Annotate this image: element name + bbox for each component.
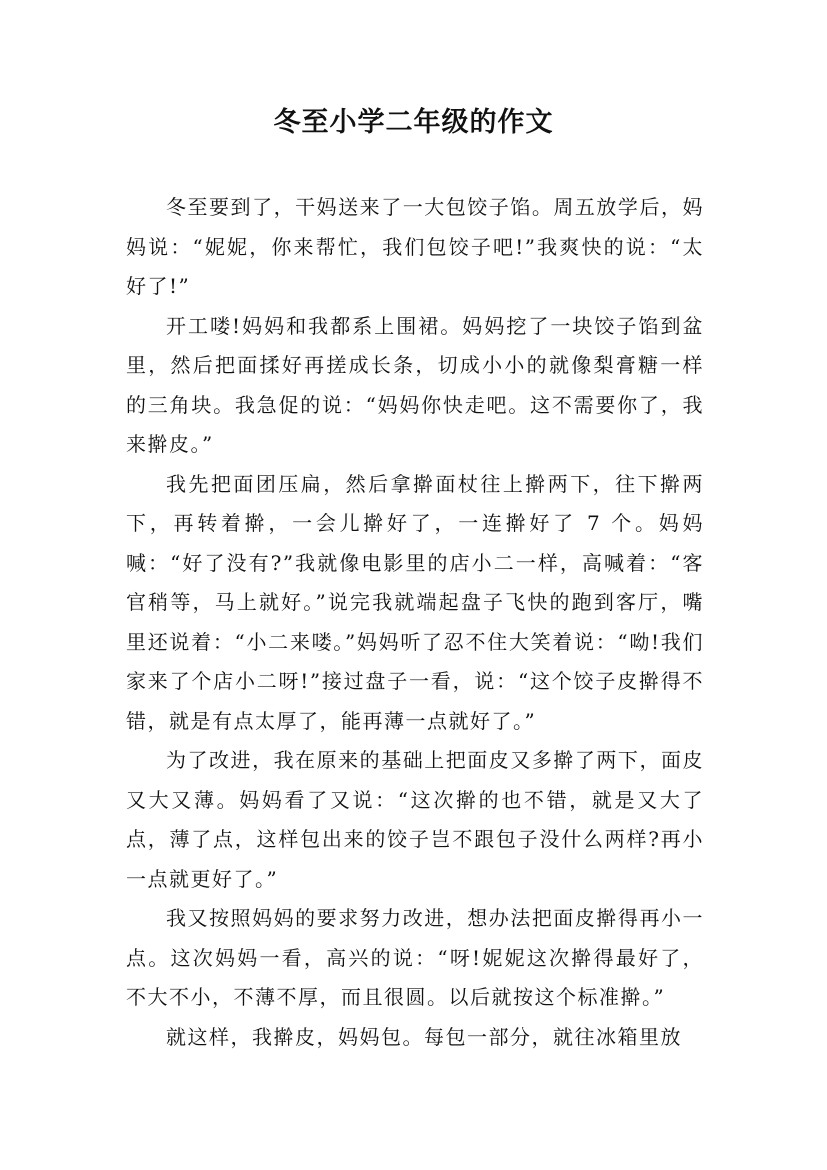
paragraph-5: 我又按照妈妈的要求努力改进，想办法把面皮擀得再小一点。这次妈妈一看，高兴的说：“呀!妮妮这次擀得最好了，不大不小，不薄不厚，而且很圆。以后就按这个标准擀。” bbox=[126, 906, 704, 1009]
paragraph-6: 就这样，我擀皮，妈妈包。每包一部分，就往冰箱里放 bbox=[166, 1024, 682, 1049]
paragraph-2: 开工喽!妈妈和我都系上围裙。妈妈挖了一块饺子馅到盆里，然后把面揉好再搓成长条，切成小小的就像梨膏糖一样的三角块。我急促的说：“妈妈你快走吧。这不需要你了，我来擀皮。” bbox=[126, 313, 704, 456]
paragraph-4: 为了改进，我在原来的基础上把面皮又多擀了两下，面皮又大又薄。妈妈看了又说：“这次擀的也不错，就是又大了点，薄了点，这样包出来的饺子岂不跟包子没什么两样?再小一点就更好了。” bbox=[126, 748, 704, 891]
paragraph-1: 冬至要到了，干妈送来了一大包饺子馅。周五放学后，妈妈说：“妮妮，你来帮忙，我们包饺子吧!”我爽快的说：“太好了!” bbox=[126, 195, 704, 298]
essay-body bbox=[126, 188, 704, 1057]
paragraph-3: 我先把面团压扁，然后拿擀面杖往上擀两下，往下擀两下，再转着擀，一会儿擀好了，一连擀好了 7 个。妈妈喊：“好了没有?”我就像电影里的店小二一样，高喊着：“客官稍等，马上就好。”说完我就端起盘子飞快的跑到客厅，嘴里还说着：“小二来喽。”妈妈听了忍不住大笑着说：“呦!我们家来了个店小二呀!”接过盘子一看，说：“这个饺子皮擀得不错，就是有点太厚了，能再薄一点就好了。” bbox=[126, 471, 704, 733]
document-title: 冬至小学二年级的作文 bbox=[273, 107, 554, 138]
